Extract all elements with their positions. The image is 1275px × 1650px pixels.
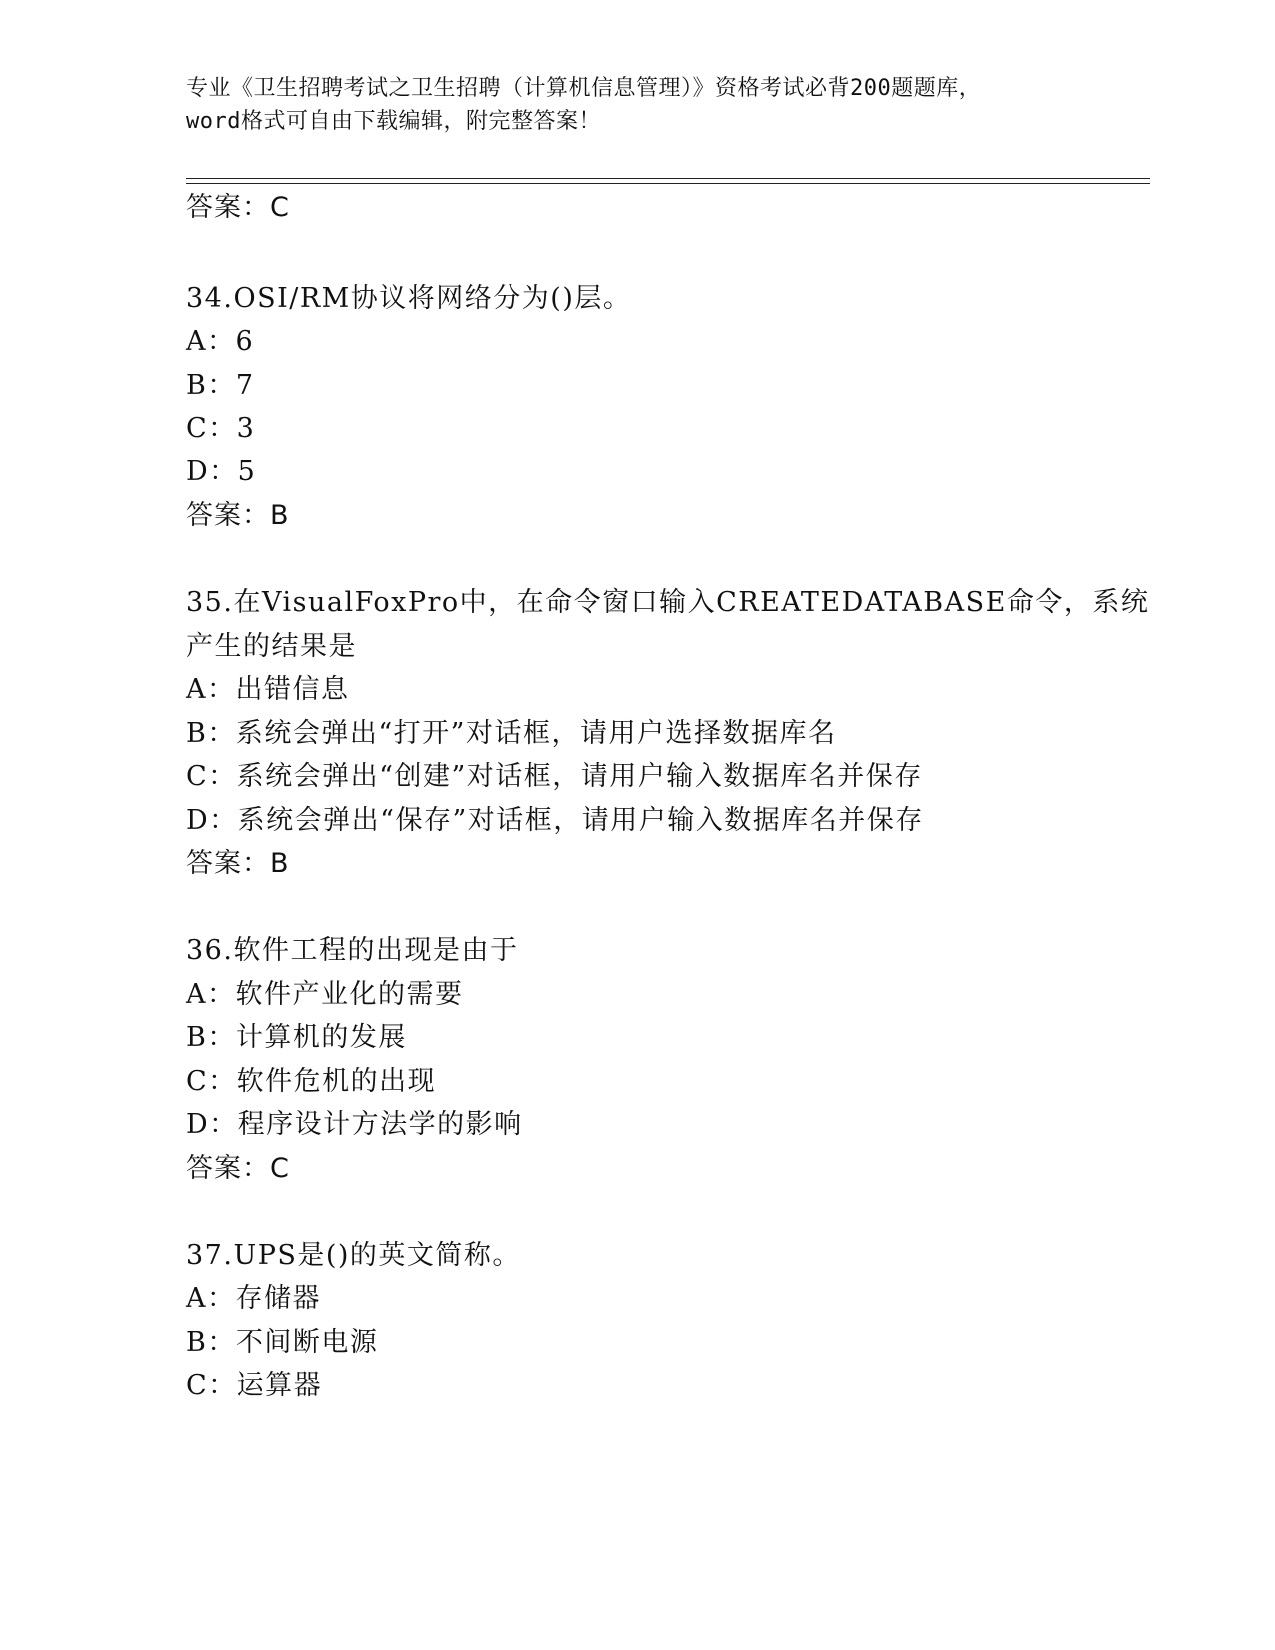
question-36-option-c: C：软件危机的出现 <box>186 1066 437 1097</box>
question-36-option-b: B：计算机的发展 <box>186 1022 407 1053</box>
question-34-option-b: B：7 <box>186 370 255 401</box>
header-line-1: 专业《卫生招聘考试之卫生招聘（计算机信息管理）》资格考试必背200题题库， <box>186 76 982 101</box>
question-36-answer: 答案：C <box>186 1153 290 1184</box>
question-34-stem: 34.OSI/RM协议将网络分为()层。 <box>186 283 632 314</box>
header-line-2: word格式可自由下载编辑，附完整答案！ <box>186 109 601 134</box>
question-34-option-d: D：5 <box>186 456 257 487</box>
question-35-option-d: D：系统会弹出“保存”对话框，请用户输入数据库名并保存 <box>186 805 924 836</box>
question-36-option-d: D：程序设计方法学的影响 <box>186 1109 523 1140</box>
question-35-answer: 答案：B <box>186 848 290 879</box>
question-35-stem-line1: 35.在VisualFoxPro中，在命令窗口输入CREATEDATABASE命令，系统 <box>186 587 1150 618</box>
question-35-option-b: B：系统会弹出“打开”对话框，请用户选择数据库名 <box>186 718 837 749</box>
question-37-option-a: A：存储器 <box>186 1283 321 1314</box>
prev-answer: 答案：C <box>186 192 290 223</box>
question-37-stem: 37.UPS是()的英文简称。 <box>186 1240 521 1271</box>
question-35-option-a: A：出错信息 <box>186 674 350 705</box>
question-36-option-a: A：软件产业化的需要 <box>186 979 464 1010</box>
question-37-option-b: B：不间断电源 <box>186 1327 379 1358</box>
question-34-answer: 答案：B <box>186 500 290 531</box>
header-divider-top <box>186 178 1150 179</box>
question-37-option-c: C：运算器 <box>186 1370 323 1401</box>
document-header <box>186 72 1086 138</box>
question-34-option-c: C：3 <box>186 413 256 444</box>
question-35-stem-line2: 产生的结果是 <box>186 631 357 662</box>
question-34-option-a: A：6 <box>186 326 255 357</box>
header-divider-bottom <box>186 183 1150 184</box>
question-36-stem: 36.软件工程的出现是由于 <box>186 935 519 966</box>
question-35-option-c: C：系统会弹出“创建”对话框，请用户输入数据库名并保存 <box>186 761 923 792</box>
